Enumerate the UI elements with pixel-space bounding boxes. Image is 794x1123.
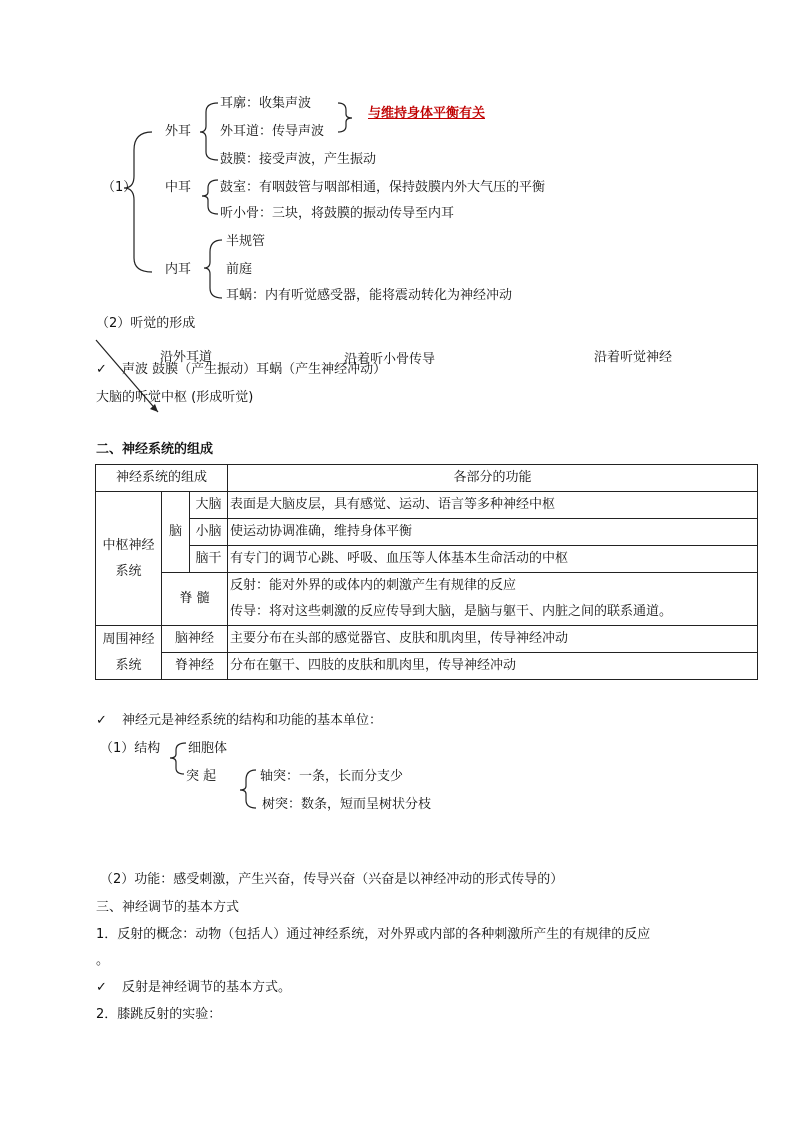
function-cell: 表面是大脑皮层，具有感觉、运动、语言等多种神经中枢 — [228, 492, 758, 519]
function-cell — [228, 573, 758, 626]
outer-ear-item: 耳廓：收集声波 — [220, 96, 312, 111]
ear-group-label: （1） — [102, 180, 137, 195]
process-label: 突 起 — [186, 769, 217, 784]
table-header — [96, 465, 758, 492]
check-mark: ✓ — [96, 362, 107, 377]
middle-ear-item: 鼓室：有咽鼓管与咽部相通，保持鼓膜内外大气压的平衡 — [220, 180, 546, 195]
nervous-system-table — [95, 464, 758, 680]
hearing-end: 大脑的听觉中枢 (形成听觉) — [96, 390, 254, 405]
peripheral-label: 周围神经系统 — [96, 626, 162, 680]
table-row — [96, 573, 758, 626]
section-title: 二、神经系统的组成 — [96, 442, 214, 457]
part-cell: 小脑 — [190, 519, 228, 546]
header-cell: 各部分的功能 — [228, 465, 758, 492]
arrow-label: 沿外耳道 — [160, 350, 213, 365]
inner-ear-item: 前庭 — [226, 262, 253, 277]
neuron-function: （2）功能：感受刺激，产生兴奋，传导兴奋（兴奋是以神经冲动的形式传导的） — [100, 872, 564, 887]
check-mark: ✓ — [96, 980, 107, 995]
spinal-func: 反射：能对外界的或体内的刺激产生有规律的反应 — [230, 578, 517, 593]
header-cell: 神经系统的组成 — [96, 465, 228, 492]
table-row — [96, 653, 758, 680]
structure-label: （1）结构 — [100, 741, 161, 756]
axon: 轴突：一条，长而分支少 — [260, 769, 404, 784]
brain-label: 脑 — [162, 492, 190, 573]
function-cell: 分布在躯干、四肢的皮肤和肌肉里，传导神经冲动 — [228, 653, 758, 680]
table-row — [96, 492, 758, 519]
part-cell: 脊神经 — [162, 653, 228, 680]
hearing-flow: 声波 鼓膜（产生振动）耳蜗（产生神经冲动） — [122, 362, 387, 377]
inner-ear-item: 耳蜗：内有听觉感受器，能将震动转化为神经冲动 — [226, 288, 513, 303]
middle-ear-label: 中耳 — [165, 180, 192, 195]
inner-ear-item: 半规管 — [226, 234, 266, 249]
knee-jerk-title: 2．膝跳反射的实验： — [96, 1007, 222, 1022]
arrow-label: 沿着听觉神经 — [594, 350, 673, 365]
hearing-title: （2）听觉的形成 — [96, 316, 196, 331]
outer-ear-label: 外耳 — [165, 124, 192, 139]
middle-ear-item: 听小骨：三块，将鼓膜的振动传导至内耳 — [220, 206, 455, 221]
check-mark: ✓ — [96, 713, 107, 728]
function-cell: 使运动协调准确，维持身体平衡 — [228, 519, 758, 546]
spinal-func: 传导：将对这些刺激的反应传导到大脑，是脑与躯干、内脏之间的联系通道。 — [230, 604, 673, 619]
table-row — [96, 546, 758, 573]
reflex-concept: 1．反射的概念：动物（包括人）通过神经系统，对外界或内部的各种刺激所产生的有规律的反应 — [96, 927, 651, 942]
reflex-concept-tail: 。 — [96, 953, 110, 968]
reflex-note: 反射是神经调节的基本方式。 — [122, 980, 292, 995]
section-title: 三、神经调节的基本方式 — [96, 900, 240, 915]
arrow-label: 沿着听小骨传导 — [344, 352, 436, 367]
cell-body: 细胞体 — [188, 741, 228, 756]
part-cell: 脑神经 — [162, 626, 228, 653]
part-cell: 脑干 — [190, 546, 228, 573]
outer-ear-item: 鼓膜：接受声波，产生振动 — [220, 152, 377, 167]
neuron-title: 神经元是神经系统的结构和功能的基本单位： — [122, 713, 383, 728]
part-cell: 大脑 — [190, 492, 228, 519]
inner-ear-label: 内耳 — [165, 262, 192, 277]
table-row — [96, 519, 758, 546]
dendrite: 树突：数条，短而呈树状分枝 — [262, 797, 432, 812]
spinal-label: 脊 髓 — [162, 573, 228, 626]
balance-note: 与维持身体平衡有关 — [368, 106, 486, 121]
table-row — [96, 626, 758, 653]
central-label: 中枢神经系统 — [96, 492, 162, 626]
function-cell: 主要分布在头部的感觉器官、皮肤和肌肉里，传导神经冲动 — [228, 626, 758, 653]
function-cell: 有专门的调节心跳、呼吸、血压等人体基本生命活动的中枢 — [228, 546, 758, 573]
outer-ear-item: 外耳道：传导声波 — [220, 124, 325, 139]
